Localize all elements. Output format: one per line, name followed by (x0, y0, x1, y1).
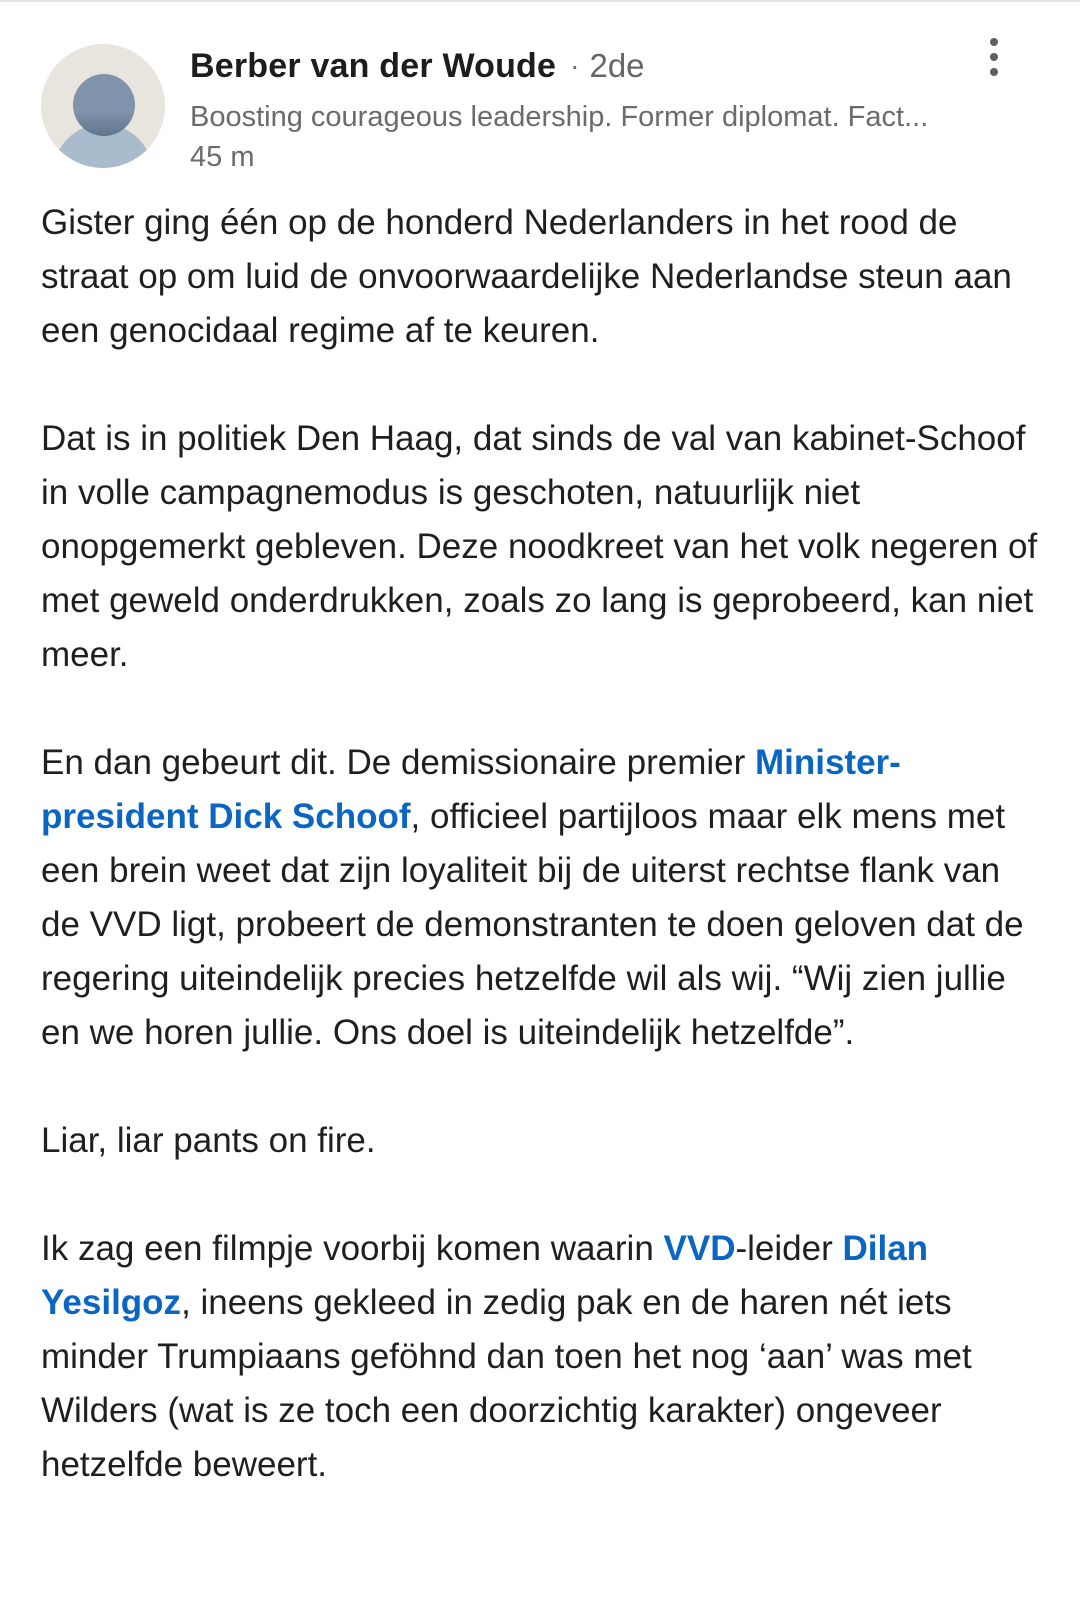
paragraph-5-text-end: , ineens gekleed in zedig pak en de haren nét iets minder Trumpiaans geföhnd dan toen het nog ‘aan’ was met Wilders (wat is ze toch een doorzichtig karakter) ongeveer hetzelfde beweert. (41, 1283, 972, 1484)
more-options-icon[interactable] (976, 34, 1012, 80)
post-body (41, 196, 1041, 1546)
avatar-head-shadow (73, 74, 135, 136)
more-dot (990, 38, 998, 46)
mention-vvd[interactable]: VVD (663, 1229, 736, 1268)
paragraph-4: Liar, liar pants on fire. (41, 1121, 376, 1160)
author-name[interactable]: Berber van der Woude (190, 46, 557, 85)
connection-degree: 2de (589, 47, 645, 84)
paragraph-3-text-end: , officieel partijloos maar elk mens met een brein weet dat zijn loyaliteit bij de uiterst rechtse flank van de VVD ligt, probeert de demonstranten te doen geloven dat de regering uiteindelijk precies hetzelfde wil als wij. “Wij zien jullie en we horen jullie. Ons doel is uiteindelijk hetzelfde”. (41, 797, 1024, 1052)
mention-dick-schoof[interactable]: Minister-president Dick Schoof (41, 743, 901, 836)
default-avatar-icon[interactable] (41, 44, 165, 168)
mention-dilan-yesilgoz[interactable]: Dilan Yesilgoz (41, 1229, 929, 1322)
author-headline: Boosting courageous leadership. Former diplomat. Fact... (190, 101, 929, 133)
post-header (0, 0, 1080, 190)
paragraph-3-text-start: En dan gebeurt dit. De demissionaire premier (41, 743, 755, 782)
paragraph-5-text-start: Ik zag een filmpje voorbij komen waarin (41, 1229, 664, 1268)
paragraph-5 (41, 1222, 1041, 1492)
paragraph-5-text-middle: -leider (735, 1229, 843, 1268)
post-timestamp: 45 m (190, 141, 255, 173)
degree-separator: · (570, 50, 580, 81)
more-dot (990, 53, 998, 61)
paragraph-1: Gister ging één op de honderd Nederlanders in het rood de straat op om luid de onvoorwaardelijke Nederlandse steun aan een genocidaal regime af te keuren. (41, 203, 1012, 350)
more-dot (990, 68, 998, 76)
author-line (190, 44, 645, 88)
paragraph-3 (41, 736, 1041, 1060)
paragraph-2: Dat is in politiek Den Haag, dat sinds de val van kabinet-Schoof in volle campagnemodus is geschoten, natuurlijk niet onopgemerkt gebleven. Deze noodkreet van het volk negeren of met geweld onderdrukken, zoals zo lang is geprobeerd, kan niet meer. (41, 419, 1038, 674)
